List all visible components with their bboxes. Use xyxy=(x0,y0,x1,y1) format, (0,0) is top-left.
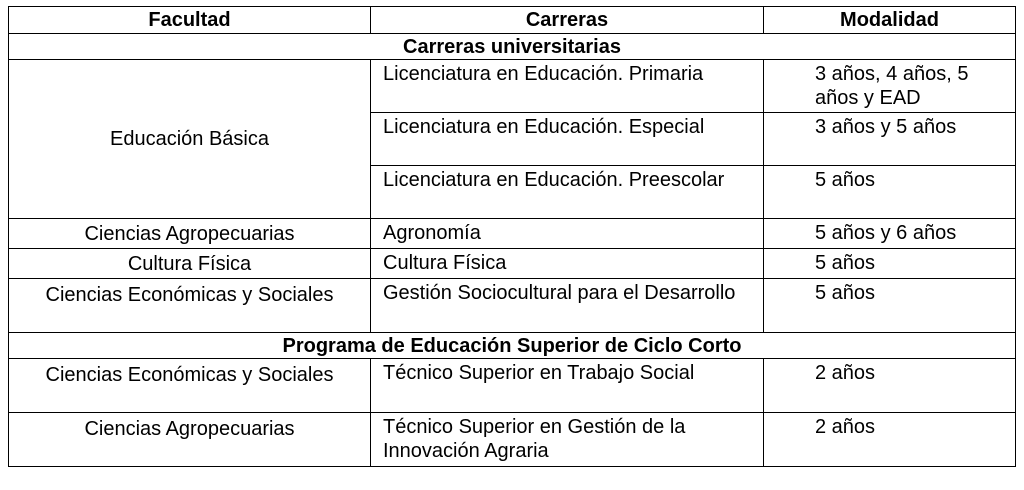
table-row xyxy=(9,219,1016,249)
table-row xyxy=(9,249,1016,279)
facultad-cell: Educación Básica xyxy=(9,60,371,219)
carrera-cell: Licenciatura en Educación. Preescolar xyxy=(371,166,764,219)
table-row xyxy=(9,60,1016,113)
modalidad-cell: 3 años, 4 años, 5 años y EAD xyxy=(764,60,1016,113)
carrera-cell: Licenciatura en Educación. Especial xyxy=(371,113,764,166)
facultad-cell: Cultura Física xyxy=(9,249,371,279)
modalidad-cell: 5 años xyxy=(764,279,1016,333)
section-title-universitarias: Carreras universitarias xyxy=(9,34,1016,60)
table-row xyxy=(9,359,1016,413)
facultad-cell: Ciencias Agropecuarias xyxy=(9,219,371,249)
section-header-row xyxy=(9,34,1016,60)
modalidad-cell: 5 años xyxy=(764,249,1016,279)
modalidad-cell: 5 años xyxy=(764,166,1016,219)
facultad-cell: Ciencias Económicas y Sociales xyxy=(9,279,371,333)
modalidad-cell: 2 años xyxy=(764,413,1016,467)
facultad-cell: Ciencias Económicas y Sociales xyxy=(9,359,371,413)
header-modalidad: Modalidad xyxy=(764,7,1016,34)
careers-table xyxy=(8,6,1016,467)
modalidad-cell: 5 años y 6 años xyxy=(764,219,1016,249)
carrera-cell: Técnico Superior en Trabajo Social xyxy=(371,359,764,413)
header-facultad: Facultad xyxy=(9,7,371,34)
carrera-cell: Cultura Física xyxy=(371,249,764,279)
carrera-cell: Agronomía xyxy=(371,219,764,249)
facultad-cell: Ciencias Agropecuarias xyxy=(9,413,371,467)
section-header-row xyxy=(9,333,1016,359)
carrera-cell: Técnico Superior en Gestión de la Innovación Agraria xyxy=(371,413,764,467)
modalidad-cell: 3 años y 5 años xyxy=(764,113,1016,166)
table-row xyxy=(9,413,1016,467)
carrera-cell: Licenciatura en Educación. Primaria xyxy=(371,60,764,113)
header-row xyxy=(9,7,1016,34)
modalidad-cell: 2 años xyxy=(764,359,1016,413)
table-row xyxy=(9,279,1016,333)
header-carreras: Carreras xyxy=(371,7,764,34)
section-title-ciclo-corto: Programa de Educación Superior de Ciclo Corto xyxy=(9,333,1016,359)
carrera-cell: Gestión Sociocultural para el Desarrollo xyxy=(371,279,764,333)
